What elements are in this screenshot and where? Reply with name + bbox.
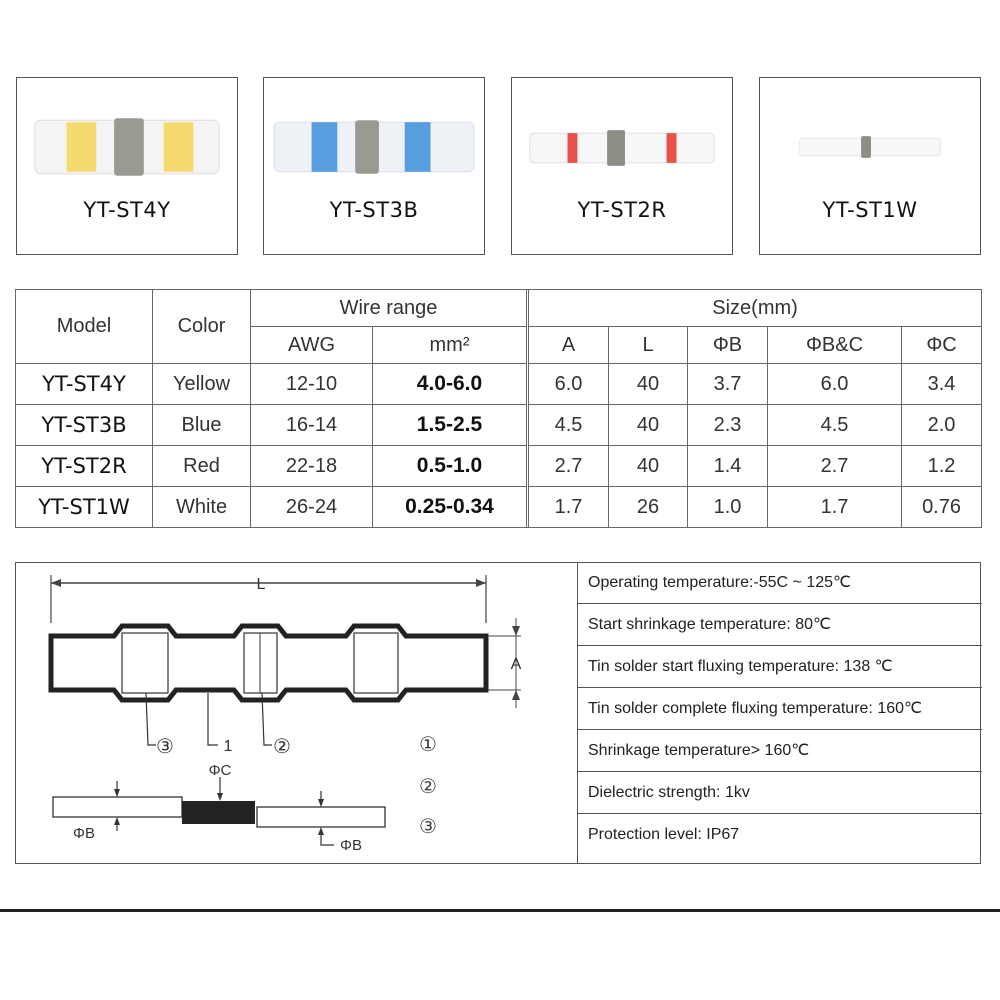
property-shrinkage-temp: Shrinkage temperature> 160℃: [578, 730, 982, 772]
product-card-st2r: [511, 77, 733, 255]
cell-l: 40: [609, 446, 688, 487]
cell-phi-b: 1.4: [688, 446, 768, 487]
product-card-st4y: [16, 77, 238, 255]
header-model: Model: [16, 290, 153, 364]
header-phi-bc: ΦB&C: [768, 327, 902, 364]
callout-2: ②: [273, 736, 291, 758]
cell-phi-c: 3.4: [902, 364, 982, 405]
header-color: Color: [153, 290, 251, 364]
cell-phi-bc: 1.7: [768, 487, 902, 528]
cell-mm2: 1.5-2.5: [373, 405, 527, 446]
property-start-shrinkage: Start shrinkage temperature: 80℃: [578, 604, 982, 646]
cell-phi-b: 1.0: [688, 487, 768, 528]
phi-c-label: ΦC: [208, 762, 232, 779]
legend-1: ①: [419, 734, 437, 756]
product-model-label: YT-ST1W: [822, 198, 918, 222]
legend-2: ②: [419, 776, 437, 798]
cell-mm2: 0.25-0.34: [373, 487, 527, 528]
cell-phi-c: 0.76: [902, 487, 982, 528]
cell-phi-bc: 6.0: [768, 364, 902, 405]
a-dimension-label: A: [510, 656, 522, 673]
product-model-label: YT-ST3B: [329, 198, 419, 222]
cell-phi-bc: 2.7: [768, 446, 902, 487]
cell-l: 40: [609, 364, 688, 405]
header-awg: AWG: [251, 327, 373, 364]
spec-table: [15, 289, 982, 528]
product-card-st1w: [759, 77, 981, 255]
table-row: [16, 487, 982, 528]
cell-a: 4.5: [529, 405, 609, 446]
cell-a: 1.7: [529, 487, 609, 528]
product-model-label: YT-ST4Y: [83, 198, 171, 222]
cell-color: White: [153, 487, 251, 528]
connector-diagram: [16, 563, 576, 863]
cell-phi-b: 2.3: [688, 405, 768, 446]
cell-color: Blue: [153, 405, 251, 446]
product-photo: [512, 78, 732, 218]
cell-awg: 12-10: [251, 364, 373, 405]
cell-phi-b: 3.7: [688, 364, 768, 405]
legend-3: ③: [419, 816, 437, 838]
callout-3: ③: [156, 736, 174, 758]
header-a: A: [529, 327, 609, 364]
header-phi-b: ΦB: [688, 327, 768, 364]
length-label: L: [256, 576, 266, 593]
cell-model: YT-ST2R: [16, 446, 153, 487]
property-operating-temp: Operating temperature:-55C ~ 125℃: [578, 562, 982, 604]
cell-mm2: 4.0-6.0: [373, 364, 527, 405]
cell-model: YT-ST1W: [16, 487, 153, 528]
product-photo: [17, 78, 237, 218]
table-row: [16, 446, 982, 487]
phi-b-label-left: ΦB: [73, 825, 95, 842]
cell-phi-c: 2.0: [902, 405, 982, 446]
property-start-fluxing: Tin solder start fluxing temperature: 138 ℃: [578, 646, 982, 688]
cell-phi-c: 1.2: [902, 446, 982, 487]
callout-1: 1: [223, 738, 233, 755]
product-photo: [760, 78, 980, 218]
bottom-divider: [0, 909, 1000, 912]
cell-awg: 26-24: [251, 487, 373, 528]
cell-l: 26: [609, 487, 688, 528]
properties-list: [577, 562, 982, 864]
cell-mm2: 0.5-1.0: [373, 446, 527, 487]
property-dielectric: Dielectric strength: 1kv: [578, 772, 982, 814]
cell-color: Red: [153, 446, 251, 487]
phi-b-label-right: ΦB: [340, 837, 362, 854]
header-wire-range: Wire range: [251, 290, 527, 327]
product-photo: [264, 78, 484, 218]
header-mm2: mm²: [373, 327, 527, 364]
header-phi-c: ΦC: [902, 327, 982, 364]
product-card-st3b: [263, 77, 485, 255]
table-row: [16, 405, 982, 446]
table-row: [16, 364, 982, 405]
cell-color: Yellow: [153, 364, 251, 405]
cell-phi-bc: 4.5: [768, 405, 902, 446]
property-protection: Protection level: IP67: [588, 826, 740, 843]
cell-a: 6.0: [529, 364, 609, 405]
property-complete-fluxing: Tin solder complete fluxing temperature: 160℃: [578, 688, 982, 730]
header-size: Size(mm): [529, 290, 982, 327]
cell-awg: 22-18: [251, 446, 373, 487]
cell-model: YT-ST3B: [16, 405, 153, 446]
cell-awg: 16-14: [251, 405, 373, 446]
cell-l: 40: [609, 405, 688, 446]
product-model-label: YT-ST2R: [577, 198, 667, 222]
header-l: L: [609, 327, 688, 364]
cell-a: 2.7: [529, 446, 609, 487]
cell-model: YT-ST4Y: [16, 364, 153, 405]
